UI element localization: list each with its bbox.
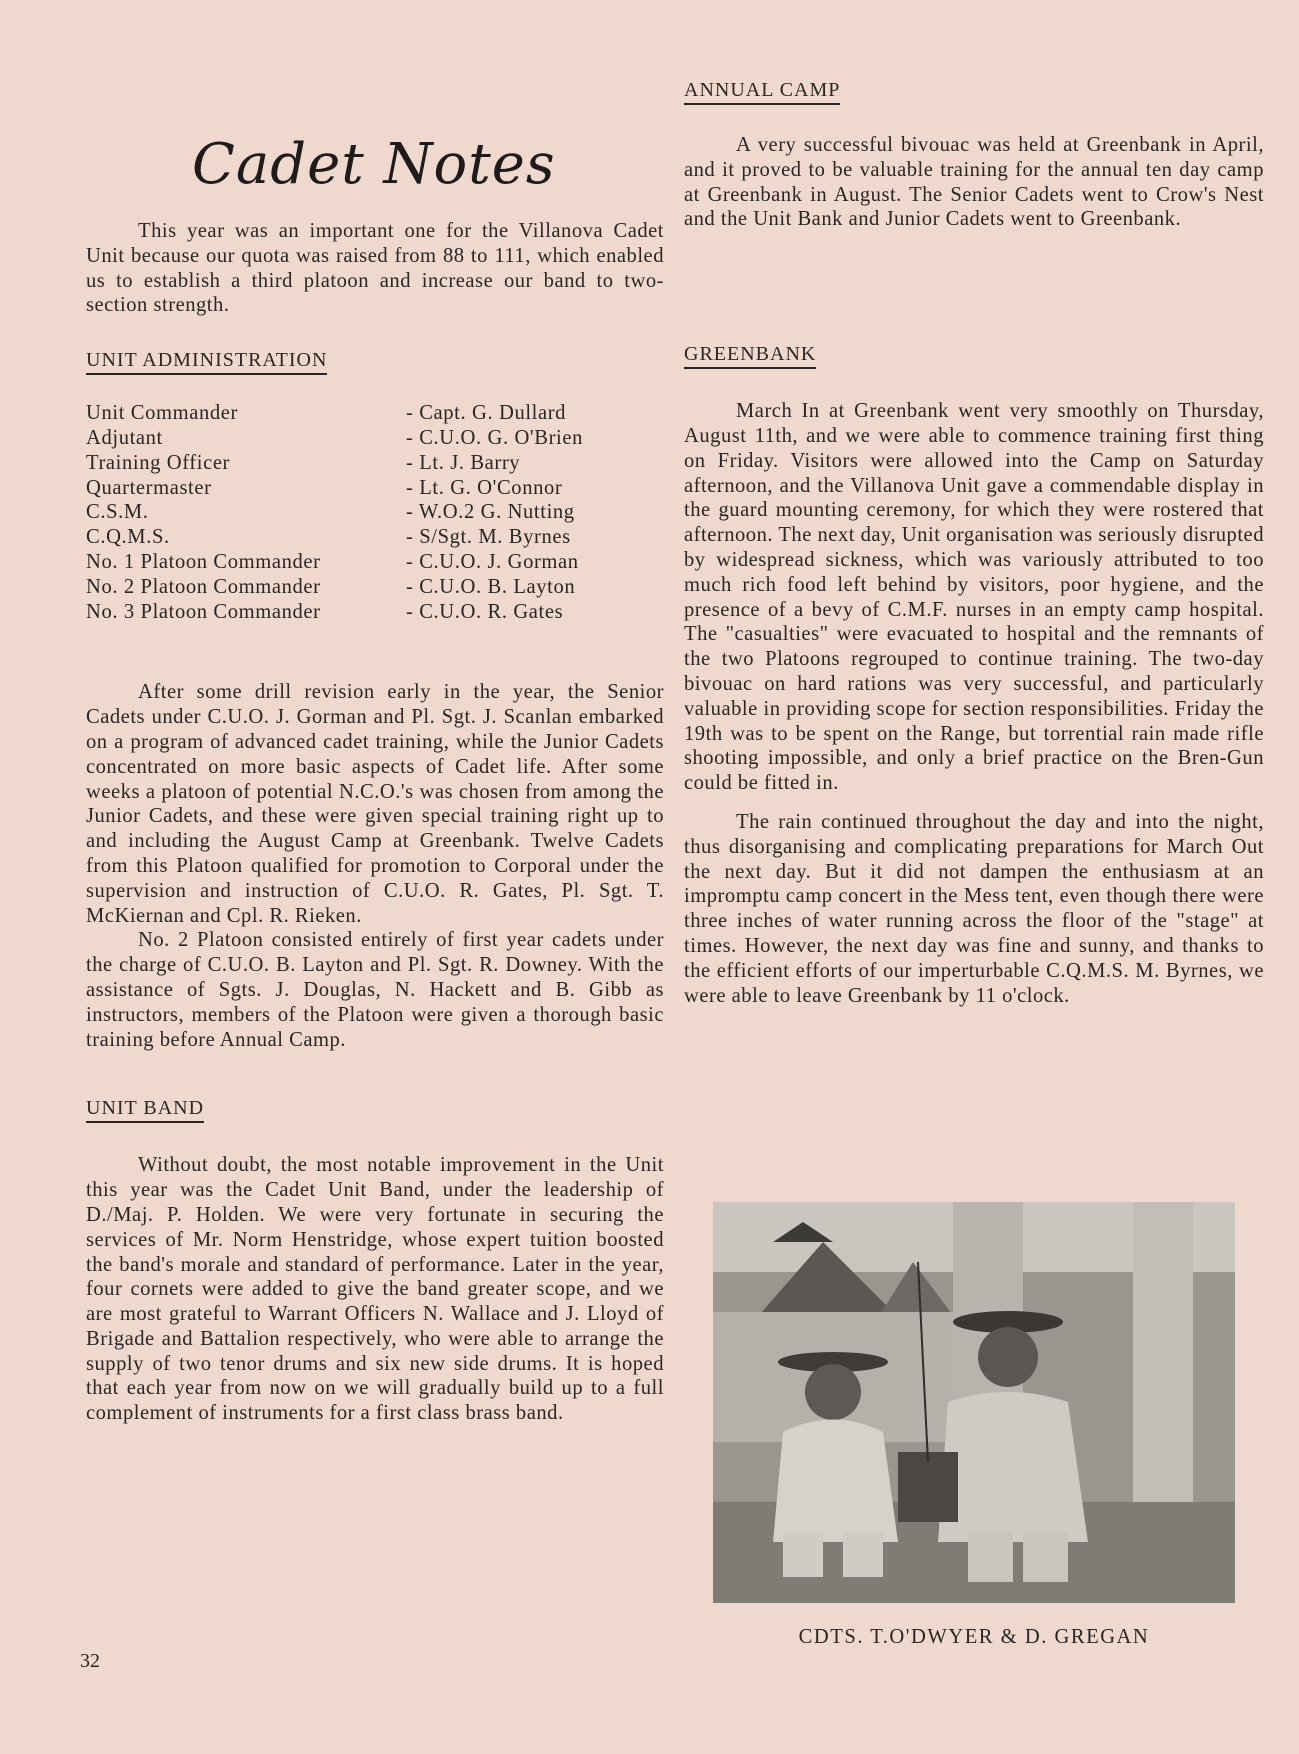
- intro-paragraph: This year was an important one for the Villanova Cadet Unit because our quota was raised from 88 to 111, which enabled us to establish a third platoon and increase our band to two-section strength.: [86, 220, 664, 317]
- annual-camp-paragraph: A very successful bivouac was held at Greenbank in April, and it proved to be valuable training for the annual ten day camp at Greenbank in August. The Senior Cadets went to Crow's Nest and the Unit Bank and Junior Cadets went to Greenbank.: [684, 134, 1264, 231]
- unit-administration-table: [86, 401, 664, 624]
- unit-administration-heading: UNIT ADMINISTRATION: [86, 348, 327, 375]
- role-cell: Adjutant: [86, 426, 163, 449]
- cadets-photo-illustration: [713, 1202, 1235, 1603]
- table-row: [86, 401, 664, 426]
- greenbank-paragraph: The rain continued throughout the day and into the night, thus disorganising and complicating preparations for March Out the next day. But it did not dampen the enthusiasm at an impromptu camp concert in the Mess tent, even though there were three inches of water running across the floor of the "stage" at times. However, the next day was fine and sunny, and thanks to the efficient efforts of our imperturbable C.Q.M.S. M. Byrnes, we were able to leave Greenbank by 11 o'clock.: [684, 810, 1264, 1007]
- role-cell: C.Q.M.S.: [86, 526, 170, 549]
- name-cell: - Lt. G. O'Connor: [406, 476, 563, 499]
- table-row: [86, 600, 664, 625]
- role-cell: No. 1 Platoon Commander: [86, 550, 321, 573]
- cadets-photo: [713, 1202, 1235, 1603]
- table-row: [86, 476, 664, 501]
- photo-caption: CDTS. T.O'DWYER & D. GREGAN: [798, 1626, 1150, 1648]
- role-cell: Unit Commander: [86, 402, 238, 425]
- training-paragraph: No. 2 Platoon consisted entirely of first year cadets under the charge of C.U.O. B. Layton and Pl. Sgt. R. Downey. With the assistance of Sgts. J. Douglas, N. Hackett and B. Gibb as instructors, members of the Platoon were given a thorough basic training before Annual Camp.: [86, 929, 664, 1051]
- table-row: [86, 575, 664, 600]
- name-cell: - S/Sgt. M. Byrnes: [406, 526, 571, 549]
- table-row: [86, 500, 664, 525]
- role-cell: C.S.M.: [86, 501, 149, 524]
- page-number: 32: [80, 1650, 100, 1672]
- table-row: [86, 550, 664, 575]
- unit-band-section: [86, 1096, 664, 1426]
- name-cell: - Capt. G. Dullard: [406, 402, 567, 425]
- role-cell: No. 3 Platoon Commander: [86, 600, 321, 623]
- training-paragraph: After some drill revision early in the year, the Senior Cadets under C.U.O. J. Gorman and Pl. Sgt. J. Scanlan embarked on a program of advanced cadet training, while the Junior Cadets concentrated on more basic aspects of Cadet life. After some weeks a platoon of potential N.C.O.'s was chosen from among the Junior Cadets, and these were given special training right up to and including the August Camp at Greenbank. Twelve Cadets from this Platoon qualified for promotion to Corporal under the supervision and instruction of C.U.O. R. Gates, Pl. Sgt. T. McKiernan and Cpl. R. Rieken.: [86, 681, 664, 927]
- role-cell: Training Officer: [86, 451, 231, 474]
- role-cell: No. 2 Platoon Commander: [86, 575, 321, 598]
- greenbank-paragraph: March In at Greenbank went very smoothly on Thursday, August 11th, and we were able to commence training first thing on Friday. Visitors were allowed into the Camp on Saturday afternoon, and the Villanova Unit gave a commendable display in the guard mounting ceremony, for which they were rostered that afternoon. The next day, Unit organisation was seriously disrupted by widespread sickness, which was variously attributed to too much rich food left behind by visitors, poor hygiene, and the presence of a bevy of C.M.F. nurses in an empty camp hospital. The "casualties" were evacuated to hospital and the remnants of the two Platoons regrouped to continue training. The two-day bivouac on hard rations was very successful, and particularly valuable in providing scope for section responsibilities. Friday the 19th was to be spent on the Range, but torrential rain made rifle shooting impossible, and only a brief practice on the Bren-Gun could be fitted in.: [684, 400, 1264, 795]
- table-row: [86, 451, 664, 476]
- greenbank-section: [684, 342, 1264, 1008]
- left-column: [86, 115, 664, 1426]
- name-cell: - C.U.O. B. Layton: [406, 575, 576, 598]
- unit-band-heading: UNIT BAND: [86, 1096, 204, 1123]
- name-cell: - C.U.O. J. Gorman: [406, 550, 579, 573]
- name-cell: - C.U.O. G. O'Brien: [406, 426, 583, 449]
- annual-camp-section: [684, 78, 1264, 232]
- table-row: [86, 525, 664, 550]
- right-column: [684, 78, 1264, 1008]
- role-cell: Quartermaster: [86, 476, 212, 499]
- greenbank-heading: GREENBANK: [684, 342, 816, 369]
- name-cell: - C.U.O. R. Gates: [406, 600, 564, 623]
- name-cell: - Lt. J. Barry: [406, 451, 521, 474]
- page-title: Cadet Notes: [192, 132, 556, 197]
- unit-administration-section: [86, 348, 664, 624]
- name-cell: - W.O.2 G. Nutting: [406, 501, 575, 524]
- table-row: [86, 426, 664, 451]
- annual-camp-heading: ANNUAL CAMP: [684, 78, 840, 105]
- training-section: [86, 680, 664, 1052]
- unit-band-paragraph: Without doubt, the most notable improvement in the Unit this year was the Cadet Unit Band, under the leadership of D./Maj. P. Holden. We were very fortunate in securing the services of Mr. Norm Henstridge, whose expert tuition boosted the band's morale and standard of performance. Later in the year, four cornets were added to give the band greater scope, and we are most grateful to Warrant Officers N. Wallace and J. Lloyd of Brigade and Battalion respectively, who were able to arrange the supply of two tenor drums and six new side drums. It is hoped that each year from now on we will gradually build up to a full complement of instruments for a first class brass band.: [86, 1154, 664, 1425]
